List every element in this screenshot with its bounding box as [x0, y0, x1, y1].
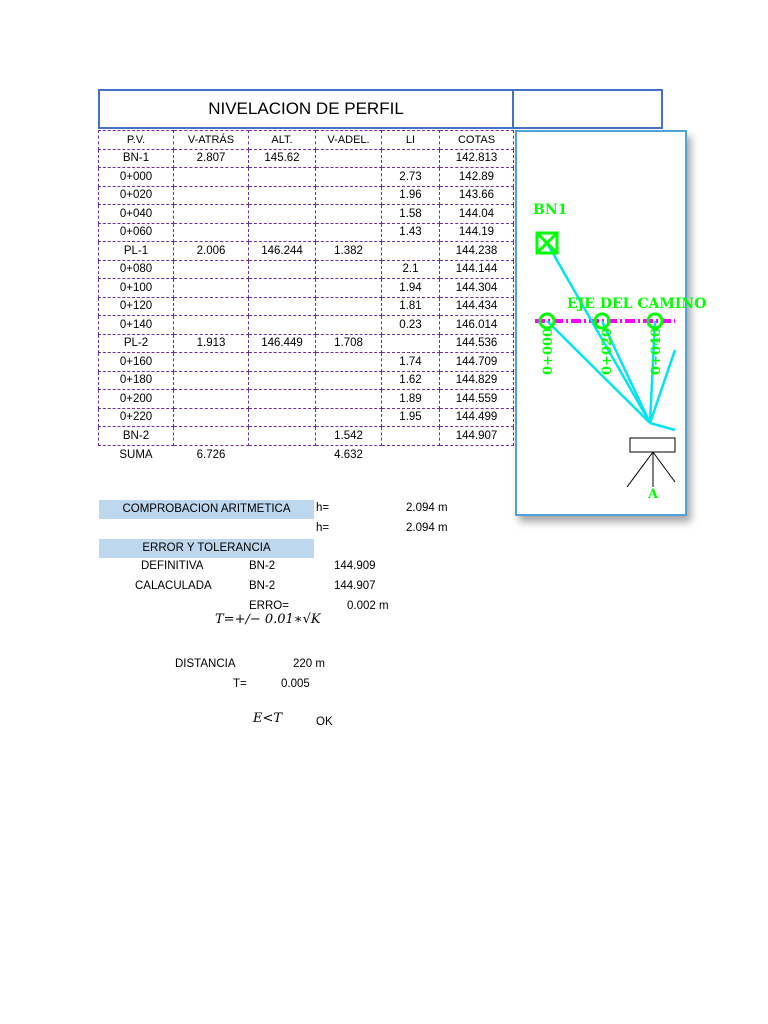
station-label-0040: 0+040	[649, 327, 664, 375]
table-row	[99, 334, 514, 353]
table-cell: 144.434	[440, 297, 514, 316]
table-cell	[316, 260, 382, 279]
calculada-point: BN-2	[249, 580, 276, 592]
table-cell	[249, 223, 316, 242]
table-row	[99, 186, 514, 205]
table-cell: 144.709	[440, 353, 514, 372]
table-cell: PL-2	[99, 334, 174, 353]
table-cell	[249, 316, 316, 335]
table-cell	[382, 445, 440, 464]
table-cell: 0+100	[99, 279, 174, 298]
check-result: OK	[316, 716, 333, 728]
table-cell	[249, 390, 316, 409]
table-cell: 146.449	[249, 334, 316, 353]
table-cell	[249, 205, 316, 224]
instrument-label: A	[648, 487, 659, 502]
table-cell: 144.499	[440, 408, 514, 427]
tolerance-formula: T=+/− 0.01∗√K	[215, 612, 321, 627]
table-row	[99, 371, 514, 390]
table-cell: 144.829	[440, 371, 514, 390]
table-cell: 144.536	[440, 334, 514, 353]
table-cell: 146.244	[249, 242, 316, 261]
table-cell: COTAS	[440, 131, 514, 150]
definitiva-label: DEFINITIVA	[141, 560, 204, 572]
h1-value: 2.094 m	[406, 502, 448, 514]
table-cell: 2.807	[174, 149, 249, 168]
table-cell	[174, 186, 249, 205]
table-cell	[249, 353, 316, 372]
table-cell	[382, 149, 440, 168]
table-cell	[249, 371, 316, 390]
t-value: 0.005	[281, 678, 310, 690]
table-cell	[316, 371, 382, 390]
title-box-extension	[514, 89, 663, 129]
table-cell: 2.1	[382, 260, 440, 279]
definitiva-value: 144.909	[334, 560, 376, 572]
table-cell: 0.23	[382, 316, 440, 335]
error-label: ERROR Y TOLERANCIA	[99, 539, 314, 558]
table-cell: 0+040	[99, 205, 174, 224]
table-cell: 1.913	[174, 334, 249, 353]
erro-label: ERRO=	[249, 600, 289, 612]
table-cell: LI	[382, 131, 440, 150]
table-cell	[382, 242, 440, 261]
table-cell: 1.43	[382, 223, 440, 242]
table-cell: 1.89	[382, 390, 440, 409]
erro-value: 0.002 m	[347, 600, 389, 612]
table-cell	[249, 279, 316, 298]
table-cell	[316, 390, 382, 409]
leveling-table	[98, 130, 514, 464]
table-cell: BN-1	[99, 149, 174, 168]
definitiva-point: BN-2	[249, 560, 276, 572]
table-cell: 144.559	[440, 390, 514, 409]
table-row	[99, 390, 514, 409]
table-cell: 1.96	[382, 186, 440, 205]
table-cell: 0+000	[99, 168, 174, 187]
table-cell: SUMA	[119, 448, 153, 461]
title-box	[98, 89, 514, 129]
table-cell	[174, 168, 249, 187]
table-cell: 1.94	[382, 279, 440, 298]
table-row	[99, 149, 514, 168]
table-header-row	[99, 131, 514, 150]
table-cell	[440, 445, 514, 464]
table-cell	[316, 297, 382, 316]
table-sum-row	[99, 445, 514, 464]
table-cell	[249, 168, 316, 187]
table-cell	[249, 297, 316, 316]
table-cell	[174, 427, 249, 446]
table-cell: 6.726	[196, 448, 226, 461]
table-cell: 146.014	[440, 316, 514, 335]
table-cell: 0+020	[99, 186, 174, 205]
table-cell: 1.542	[316, 427, 382, 446]
table-cell: 0+180	[99, 371, 174, 390]
table-cell: 0+220	[99, 408, 174, 427]
table-cell	[382, 427, 440, 446]
calculada-label: CALACULADA	[135, 580, 212, 592]
table-row	[99, 223, 514, 242]
table-cell	[174, 205, 249, 224]
table-row	[99, 353, 514, 372]
table-cell: ALT.	[249, 131, 316, 150]
profile-diagram	[515, 130, 707, 516]
table-cell: 1.81	[382, 297, 440, 316]
table-cell: 1.708	[316, 334, 382, 353]
table-cell	[316, 279, 382, 298]
table-cell	[249, 445, 316, 464]
axis-label: EJE DEL CAMINO	[567, 296, 707, 312]
table-cell	[316, 149, 382, 168]
page-title: NIVELACION DE PERFIL	[208, 99, 404, 118]
table-cell	[316, 353, 382, 372]
table-row	[99, 316, 514, 335]
table-cell	[316, 316, 382, 335]
table-row	[99, 279, 514, 298]
table-cell	[249, 186, 316, 205]
table-cell: PL-1	[99, 242, 174, 261]
table-row	[99, 242, 514, 261]
table-cell: 1.74	[382, 353, 440, 372]
table-cell: 142.813	[440, 149, 514, 168]
table-cell: 2.73	[382, 168, 440, 187]
table-cell	[316, 168, 382, 187]
table-cell	[174, 353, 249, 372]
table-cell	[174, 316, 249, 335]
distancia-label: DISTANCIA	[175, 658, 236, 670]
h2-value: 2.094 m	[406, 522, 448, 534]
table-cell	[249, 427, 316, 446]
h2-label: h=	[316, 522, 330, 534]
table-cell: 144.19	[440, 223, 514, 242]
comprobacion-label: COMPROBACION ARITMETICA	[99, 500, 314, 519]
table-cell: 0+200	[99, 390, 174, 409]
table-row	[99, 297, 514, 316]
table-cell: 144.304	[440, 279, 514, 298]
table-cell	[249, 260, 316, 279]
table-cell: 145.62	[249, 149, 316, 168]
table-row	[99, 205, 514, 224]
table-cell	[174, 260, 249, 279]
table-cell: 0+120	[99, 297, 174, 316]
table-cell	[316, 205, 382, 224]
table-cell: 142.89	[440, 168, 514, 187]
table-cell	[174, 390, 249, 409]
table-cell: 144.238	[440, 242, 514, 261]
table-cell	[174, 223, 249, 242]
station-label-0000: 0+000	[541, 327, 556, 375]
table-row	[99, 168, 514, 187]
table-row	[99, 260, 514, 279]
table-cell: V-ADEL.	[316, 131, 382, 150]
check-formula: E<T	[253, 711, 283, 726]
table-cell: 144.144	[440, 260, 514, 279]
table-row	[99, 408, 514, 427]
table-cell: 144.04	[440, 205, 514, 224]
table-cell	[174, 279, 249, 298]
bn1-label: BN1	[533, 202, 568, 218]
table-cell: BN-2	[99, 427, 174, 446]
table-cell: 0+140	[99, 316, 174, 335]
table-cell: 0+080	[99, 260, 174, 279]
table-cell	[174, 371, 249, 390]
table-cell: 4.632	[334, 448, 363, 461]
table-cell: 1.95	[382, 408, 440, 427]
table-cell	[249, 408, 316, 427]
table-cell: 143.66	[440, 186, 514, 205]
table-cell: V-ATRÁS	[174, 131, 249, 150]
table-cell	[174, 408, 249, 427]
station-label-0020: 0+020	[600, 327, 615, 375]
distancia-value: 220 m	[293, 658, 325, 670]
table-row	[99, 427, 514, 446]
table-cell	[316, 408, 382, 427]
table-cell	[382, 334, 440, 353]
table-cell	[316, 223, 382, 242]
table-cell: 0+060	[99, 223, 174, 242]
table-cell	[316, 186, 382, 205]
table-cell: 1.382	[316, 242, 382, 261]
table-cell	[174, 297, 249, 316]
calculada-value: 144.907	[334, 580, 376, 592]
table-cell: 2.006	[174, 242, 249, 261]
table-cell: 144.907	[440, 427, 514, 446]
table-cell: 1.58	[382, 205, 440, 224]
table-cell: 1.62	[382, 371, 440, 390]
table-cell: 0+160	[99, 353, 174, 372]
t-label: T=	[233, 678, 247, 690]
h1-label: h=	[316, 502, 330, 514]
table-cell: P.V.	[99, 131, 174, 150]
